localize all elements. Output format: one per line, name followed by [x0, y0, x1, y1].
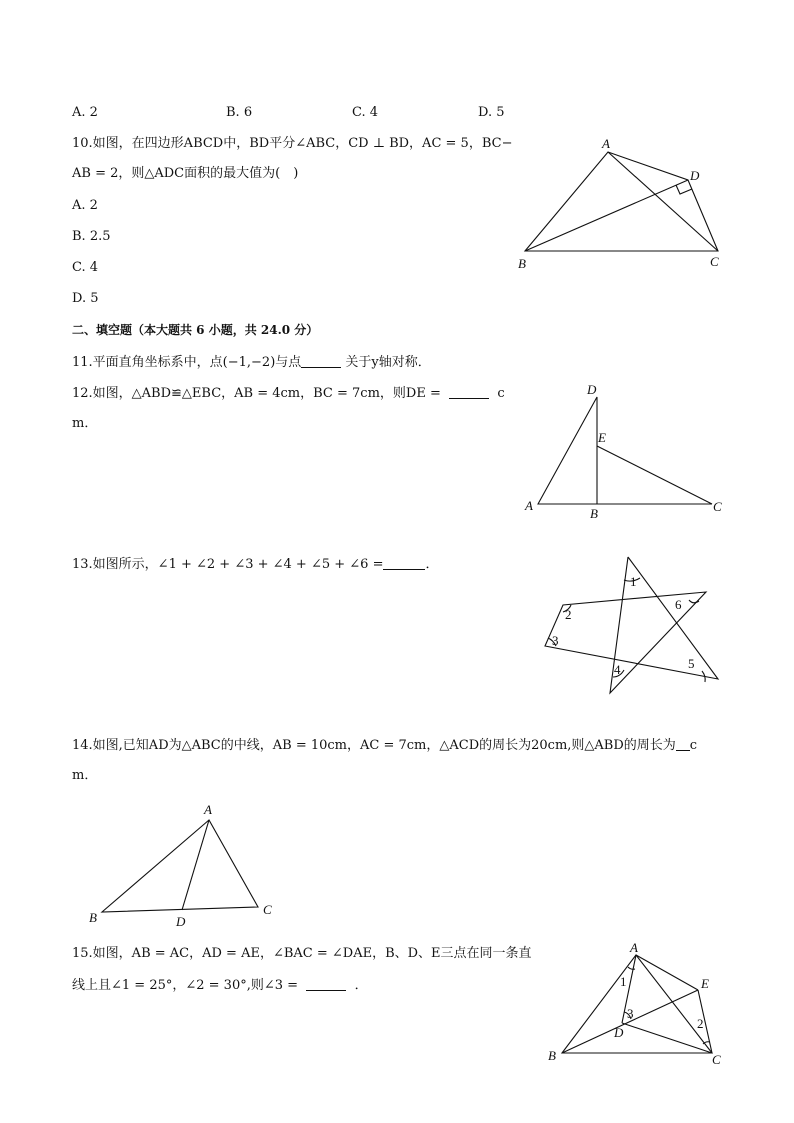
q15-figure — [540, 940, 740, 1070]
q13-figure — [540, 550, 730, 700]
q12-answer-blank[interactable] — [449, 384, 489, 399]
q10-label-b: B — [518, 256, 526, 271]
q12-stem-pre: 12.如图，△ABD≌△EBC，AB = 4cm，BC = 7cm，则DE = — [72, 386, 441, 401]
q10-label-c: C — [710, 254, 719, 269]
q15-stem-post: ． — [354, 978, 368, 993]
q15-stem-pre: 线上且∠1 = 25°，∠2 = 30°,则∠3 = — [72, 978, 299, 993]
q15-label-b: B — [548, 1048, 556, 1063]
q13-angle-6: 6 — [675, 597, 682, 612]
q14-stem — [72, 736, 697, 755]
q14-label-a: A — [204, 802, 212, 817]
q12-label-a: A — [525, 498, 533, 513]
q10-label-a: A — [602, 136, 610, 151]
q11-stem — [72, 353, 431, 372]
q15-label-d: D — [614, 1025, 624, 1040]
q15-label-a: A — [630, 940, 638, 955]
q12-label-c: C — [713, 499, 722, 514]
q12-unit-2: m． — [72, 416, 98, 431]
q10-right-angle-mark — [676, 185, 692, 194]
q14-label-b: B — [89, 910, 97, 925]
q14-triangle-abc — [102, 820, 258, 912]
q12-triangle-abd — [538, 397, 597, 504]
q11-stem-post: 关于y轴对称． — [345, 355, 431, 370]
q15-line-ae — [636, 955, 698, 990]
q13-angle-2: 2 — [565, 607, 572, 622]
q14-figure — [85, 800, 285, 930]
q15-angle-1: 1 — [620, 974, 627, 989]
q12-label-e: E — [598, 430, 606, 445]
q14-label-d: D — [176, 914, 186, 929]
q14-answer-blank[interactable] — [676, 736, 690, 751]
q9-option-d: D. 5 — [478, 105, 505, 120]
q14-label-c: C — [263, 902, 272, 917]
q12-stem — [72, 384, 505, 403]
q13-answer-blank[interactable] — [383, 555, 425, 570]
q15-angle-2: 2 — [697, 1016, 704, 1031]
q11-answer-blank[interactable] — [301, 353, 341, 368]
q14-unit-1: c — [689, 738, 698, 753]
q14-stem-pre: 14.如图,已知AD为△ABC的中线，AB = 10cm，AC = 7cm，△ACD的周长为20cm,则△ABD的周长为 — [72, 738, 676, 753]
section2-heading: 二、填空题（本大题共 6 小题，共 24.0 分） — [72, 323, 319, 337]
q15-stem-line1: 15.如图，AB = AC，AD = AE，∠BAC = ∠DAE，B、D、E三点在同一条直 — [72, 946, 532, 961]
q10-diagonal-bd — [525, 180, 688, 251]
q14-median-ad — [182, 820, 209, 910]
q15-answer-blank[interactable] — [306, 976, 346, 991]
q10-option-a: A. 2 — [72, 198, 98, 213]
q10-option-b: B. 2.5 — [72, 229, 111, 244]
q9-option-a: A. 2 — [72, 105, 98, 120]
q13-stem-post: ． — [425, 557, 439, 572]
q13-angle-5: 5 — [688, 656, 695, 671]
q15-label-c: C — [712, 1052, 721, 1067]
q10-stem-line2: AB = 2，则△ADC面积的最大值为( ) — [72, 166, 299, 181]
q10-diagonal-ac — [608, 152, 718, 251]
q12-label-b: B — [590, 506, 598, 521]
q10-quadrilateral — [525, 152, 718, 251]
q13-stem — [72, 555, 438, 574]
q14-unit-2: m． — [72, 768, 98, 783]
q15-line-bde — [562, 990, 698, 1053]
q15-stem-line2 — [72, 976, 368, 995]
q9-option-b: B. 6 — [226, 105, 253, 120]
q15-triangle-abc — [562, 955, 712, 1053]
q10-option-d: D. 5 — [72, 291, 99, 306]
q10-stem-line1: 10.如图，在四边形ABCD中，BD平分∠ABC，CD ⊥ BD，AC = 5，BC− — [72, 136, 513, 151]
q12-unit-1: c — [497, 386, 505, 401]
q13-angle-3: 3 — [552, 633, 559, 648]
q15-angle-3: 3 — [627, 1006, 634, 1021]
q15-label-e: E — [701, 976, 709, 991]
q10-label-d: D — [690, 168, 700, 183]
q12-label-d: D — [587, 382, 597, 397]
q13-stem-pre: 13.如图所示，∠1 + ∠2 + ∠3 + ∠4 + ∠5 + ∠6 = — [72, 557, 384, 572]
q13-angle-4: 4 — [614, 662, 621, 677]
q10-figure — [510, 130, 750, 275]
q9-option-c: C. 4 — [352, 105, 379, 120]
q10-option-c: C. 4 — [72, 260, 99, 275]
q12-figure — [520, 380, 730, 520]
q12-line-ec — [597, 446, 712, 504]
q11-stem-pre: 11.平面直角坐标系中，点(−1,−2)与点 — [72, 355, 302, 370]
q13-angle-1: 1 — [630, 574, 637, 589]
